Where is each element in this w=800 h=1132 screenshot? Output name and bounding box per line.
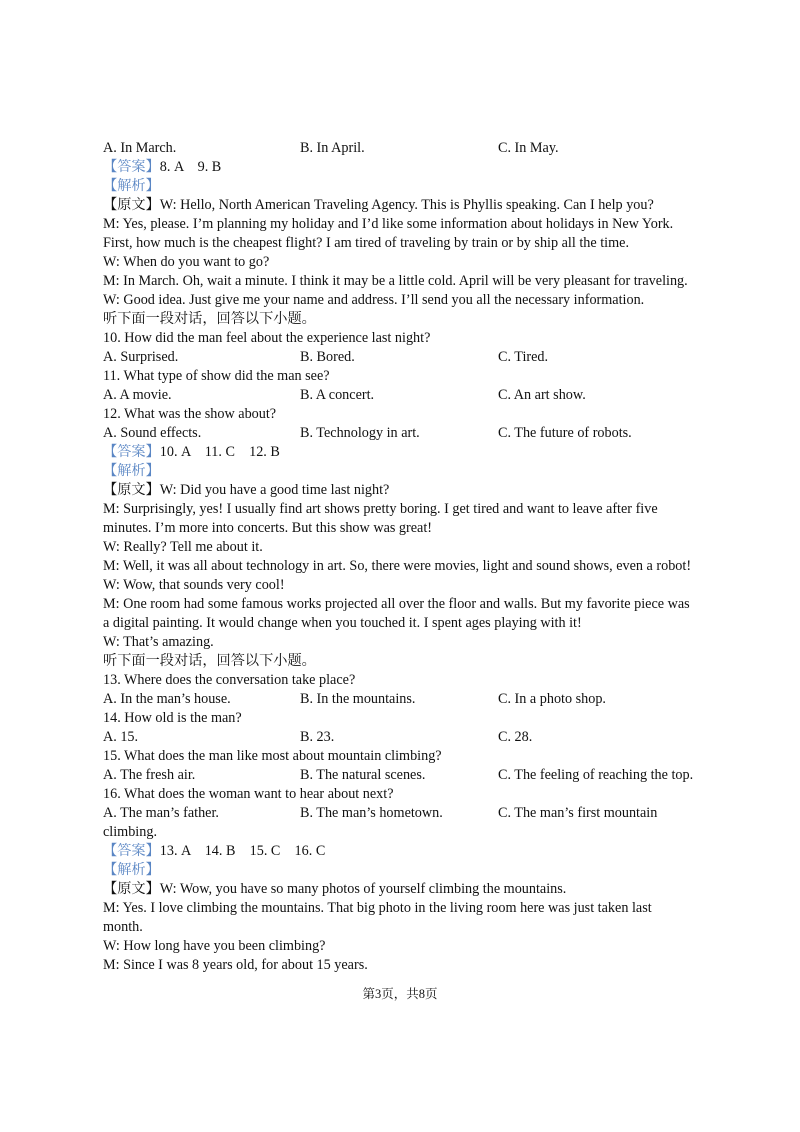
question-options [103, 139, 703, 158]
transcript-tag: 【原文】 [103, 197, 160, 213]
option-b: B. In the mountains. [300, 691, 416, 707]
option-c: C. An art show. [498, 387, 586, 403]
analysis-tag: 【解析】 [103, 862, 160, 878]
transcript-line: W: When do you want to go? [103, 254, 270, 270]
question-options [103, 348, 703, 367]
transcript-tag: 【原文】 [103, 482, 160, 498]
analysis-tag: 【解析】 [103, 178, 160, 194]
transcript-line: M: Surprisingly, yes! I usually find art shows pretty boring. I get tired and want to leave after five [103, 501, 658, 517]
transcript-line [103, 481, 703, 500]
transcript-line: a digital painting. It would change when you touched it. I spent ages playing with it! [103, 615, 582, 631]
question-options [103, 424, 703, 443]
option-b: B. Technology in art. [300, 425, 420, 441]
option-c: C. The feeling of reaching the top. [498, 767, 694, 783]
question-stem: 16. What does the woman want to hear about next? [103, 786, 394, 802]
transcript-line: First, how much is the cheapest flight? I am tired of traveling by train or by ship all the time. [103, 235, 629, 251]
answer-line [103, 842, 703, 861]
question-stem: 10. How did the man feel about the experience last night? [103, 330, 431, 346]
option-continuation: climbing. [103, 824, 157, 840]
answer-tag: 【答案】 [103, 843, 160, 859]
question-options [103, 728, 703, 747]
transcript-line: M: One room had some famous works projected all over the floor and walls. But my favorite piece was [103, 596, 690, 612]
option-a: A. A movie. [103, 387, 172, 403]
question-stem: 11. What type of show did the man see? [103, 368, 330, 384]
answer-tag: 【答案】 [103, 159, 160, 175]
question-options [103, 690, 703, 709]
question-stem: 15. What does the man like most about mountain climbing? [103, 748, 442, 764]
transcript-line: W: Good idea. Just give me your name and address. I’ll send you all the necessary information. [103, 292, 645, 308]
option-c: C. In May. [498, 140, 559, 156]
transcript-tag: 【原文】 [103, 881, 160, 897]
transcript-line: month. [103, 919, 143, 935]
option-a: A. The fresh air. [103, 767, 196, 783]
option-b: B. The man’s hometown. [300, 805, 443, 821]
transcript-line: M: Yes, please. I’m planning my holiday and I’d like some information about holidays in New York. [103, 216, 674, 232]
option-a: A. Sound effects. [103, 425, 202, 441]
question-stem: 14. How old is the man? [103, 710, 242, 726]
question-options [103, 804, 703, 823]
transcript-text: W: Wow, you have so many photos of yourself climbing the mountains. [159, 881, 567, 897]
option-c: C. Tired. [498, 349, 549, 365]
option-c: C. The man’s first mountain [498, 805, 658, 821]
answer-tag: 【答案】 [103, 444, 160, 460]
option-b: B. 23. [300, 729, 335, 745]
transcript-line: W: Wow, that sounds very cool! [103, 577, 285, 593]
option-a: A. 15. [103, 729, 139, 745]
transcript-line: M: In March. Oh, wait a minute. I think it may be a little cold. April will be very pleasant for traveling. [103, 273, 688, 289]
section-instruction: 听下面一段对话，回答以下小题。 [103, 311, 316, 327]
answer-text: 8. A 9. B [159, 159, 222, 175]
transcript-line: M: Since I was 8 years old, for about 15 years. [103, 957, 368, 973]
option-b: B. In April. [300, 140, 365, 156]
transcript-line: W: How long have you been climbing? [103, 938, 326, 954]
answer-line [103, 443, 703, 462]
option-a: A. Surprised. [103, 349, 179, 365]
transcript-line: W: That’s amazing. [103, 634, 214, 650]
option-b: B. Bored. [300, 349, 355, 365]
question-stem: 12. What was the show about? [103, 406, 277, 422]
question-options [103, 386, 703, 405]
question-stem: 13. Where does the conversation take place? [103, 672, 356, 688]
transcript-line [103, 880, 703, 899]
transcript-text: W: Did you have a good time last night? [159, 482, 390, 498]
transcript-line [103, 196, 703, 215]
answer-text: 13. A 14. B 15. C 16. C [159, 843, 326, 859]
question-options [103, 766, 703, 785]
option-b: B. The natural scenes. [300, 767, 426, 783]
option-a: A. The man’s father. [103, 805, 219, 821]
section-instruction: 听下面一段对话，回答以下小题。 [103, 653, 316, 669]
answer-line [103, 158, 703, 177]
option-a: A. In March. [103, 140, 177, 156]
transcript-line: M: Yes. I love climbing the mountains. That big photo in the living room here was just taken last [103, 900, 652, 916]
option-c: C. In a photo shop. [498, 691, 606, 707]
page-number: 第3页，共8页 [362, 987, 438, 1001]
transcript-text: W: Hello, North American Traveling Agency. This is Phyllis speaking. Can I help you? [159, 197, 654, 213]
transcript-line: M: Well, it was all about technology in art. So, there were movies, light and sound shows, even a robot! [103, 558, 692, 574]
option-b: B. A concert. [300, 387, 375, 403]
option-c: C. 28. [498, 729, 533, 745]
option-a: A. In the man’s house. [103, 691, 231, 707]
option-c: C. The future of robots. [498, 425, 632, 441]
transcript-line: W: Really? Tell me about it. [103, 539, 263, 555]
transcript-line: minutes. I’m more into concerts. But this show was great! [103, 520, 433, 536]
analysis-tag: 【解析】 [103, 463, 160, 479]
answer-text: 10. A 11. C 12. B [159, 444, 280, 460]
